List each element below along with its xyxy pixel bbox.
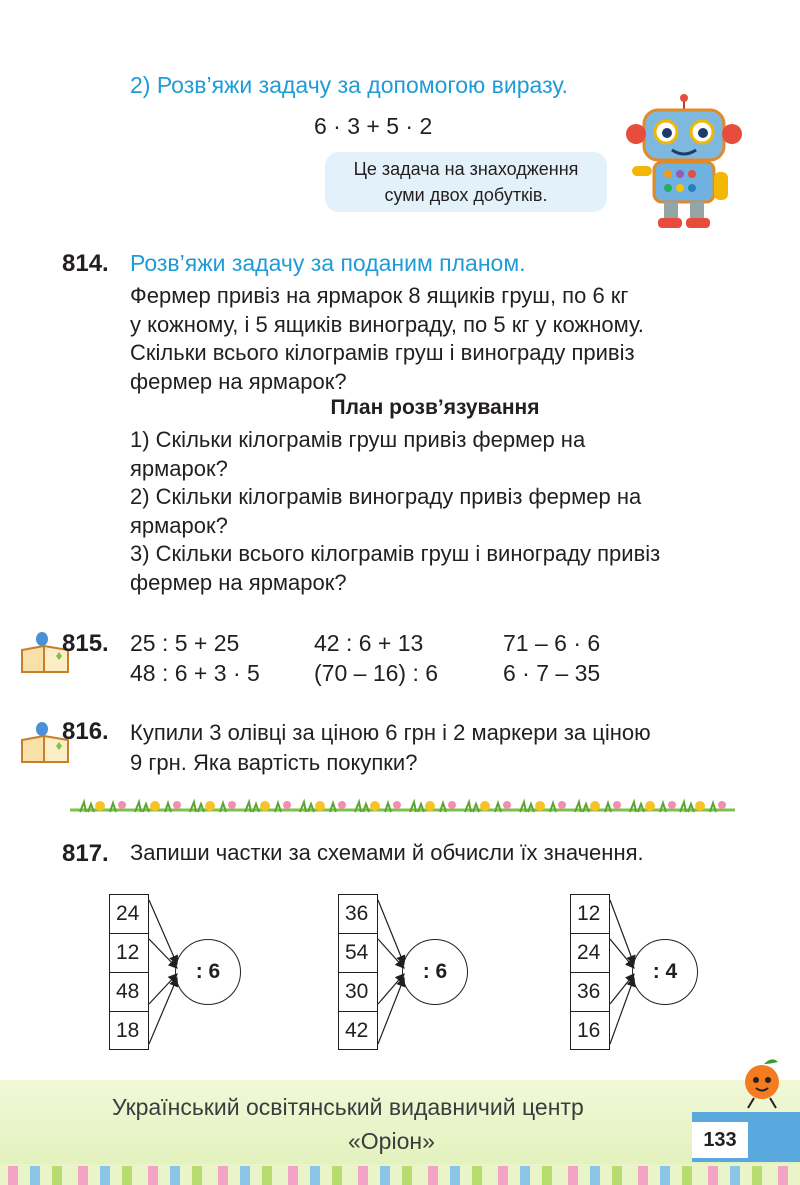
task-817-heading: Запиши частки за схемами й обчисли їх значення.: [130, 840, 644, 865]
part2-heading: 2) Розв’яжи задачу за допомогою виразу.: [130, 72, 568, 98]
task-816-number: 816.: [62, 718, 109, 745]
scheme-1-arrows: [149, 894, 179, 1050]
plan-line: 1) Скільки кілограмів груш привіз фермер на: [130, 427, 586, 452]
task-814-number: 814.: [62, 250, 109, 277]
scheme-cell: 18: [116, 1019, 140, 1042]
task-814-heading: Розв’яжи задачу за поданим планом.: [130, 250, 526, 276]
task-817-number: 817.: [62, 840, 109, 867]
scheme-2-arrows: [378, 894, 406, 1050]
scheme-2-numbers: [338, 894, 378, 1050]
publisher-line-2: «Оріон»: [348, 1128, 435, 1154]
scheme-cell: 24: [571, 934, 609, 973]
page-number: 133: [692, 1122, 748, 1158]
scheme-2-operation: : 6: [402, 939, 468, 1005]
publisher-line-1: Український освітянський видавничий центр: [112, 1094, 584, 1120]
expression-815: 6 · 7 – 35: [503, 660, 601, 686]
task-816-text: [130, 718, 651, 778]
plan-line: 3) Скільки всього кілограмів груш і винограду привіз: [130, 541, 661, 566]
scheme-cell: 12: [571, 895, 609, 934]
expression-815: 71 – 6 · 6: [503, 630, 601, 656]
scheme-3-numbers: [570, 894, 610, 1050]
expression-815: 42 : 6 + 13: [314, 630, 424, 656]
robot-speech-bubble: [325, 152, 607, 212]
scheme-3-arrows: [610, 894, 636, 1050]
scheme-3-operation: : 4: [632, 939, 698, 1005]
scheme-cell: 36: [571, 973, 609, 1012]
plan-list: [130, 426, 740, 597]
task-814-line: у кожному, і 5 ящиків винограду, по 5 кг у кожному.: [130, 311, 644, 337]
scheme-cell: 42: [345, 1019, 369, 1042]
task-814-line: Скільки всього кілограмів груш і винограду привіз: [130, 340, 635, 365]
footer-stripes: [0, 1164, 800, 1185]
task-814-line: Фермер привіз на ярмарок 8 ящиків груш, по 6 кг: [130, 283, 629, 308]
scheme-cell: 12: [110, 934, 148, 973]
task-816-line: 9 грн. Яка вартість покупки?: [130, 750, 418, 775]
scheme-cell: 24: [110, 895, 148, 934]
task-816-line: Купили 3 олівці за ціною 6 грн і 2 маркери за ціною: [130, 720, 651, 745]
scheme-cell: 54: [339, 934, 377, 973]
expression-815: (70 – 16) : 6: [314, 660, 439, 686]
bubble-line-2: суми двох добутків.: [384, 185, 548, 205]
flower-border: [70, 794, 735, 818]
bubble-line-1: Це задача на знаходження: [353, 159, 579, 179]
robot-icon: [622, 92, 742, 230]
part2-expression: 6 · 3 + 5 · 2: [314, 113, 433, 139]
expression-815: 25 : 5 + 25: [130, 630, 240, 656]
task-815-number: 815.: [62, 630, 109, 657]
task-814-text: [130, 282, 740, 396]
scheme-cell: 36: [339, 895, 377, 934]
expression-815: 48 : 6 + 3 · 5: [130, 660, 260, 686]
scheme-1-operation: : 6: [175, 939, 241, 1005]
task-814-line: фермер на ярмарок?: [130, 368, 347, 394]
scheme-1-numbers: [109, 894, 149, 1050]
scheme-cell: 48: [110, 973, 148, 1012]
plan-line: фермер на ярмарок?: [130, 569, 347, 595]
scheme-cell: 16: [577, 1019, 601, 1042]
plan-line: ярмарок?: [130, 455, 228, 481]
scheme-cell: 30: [339, 973, 377, 1012]
plan-line: ярмарок?: [130, 512, 228, 538]
plan-title: План розв’язування: [330, 396, 540, 419]
orange-mascot-icon: [738, 1056, 786, 1110]
plan-line: 2) Скільки кілограмів винограду привіз фермер на: [130, 484, 642, 509]
